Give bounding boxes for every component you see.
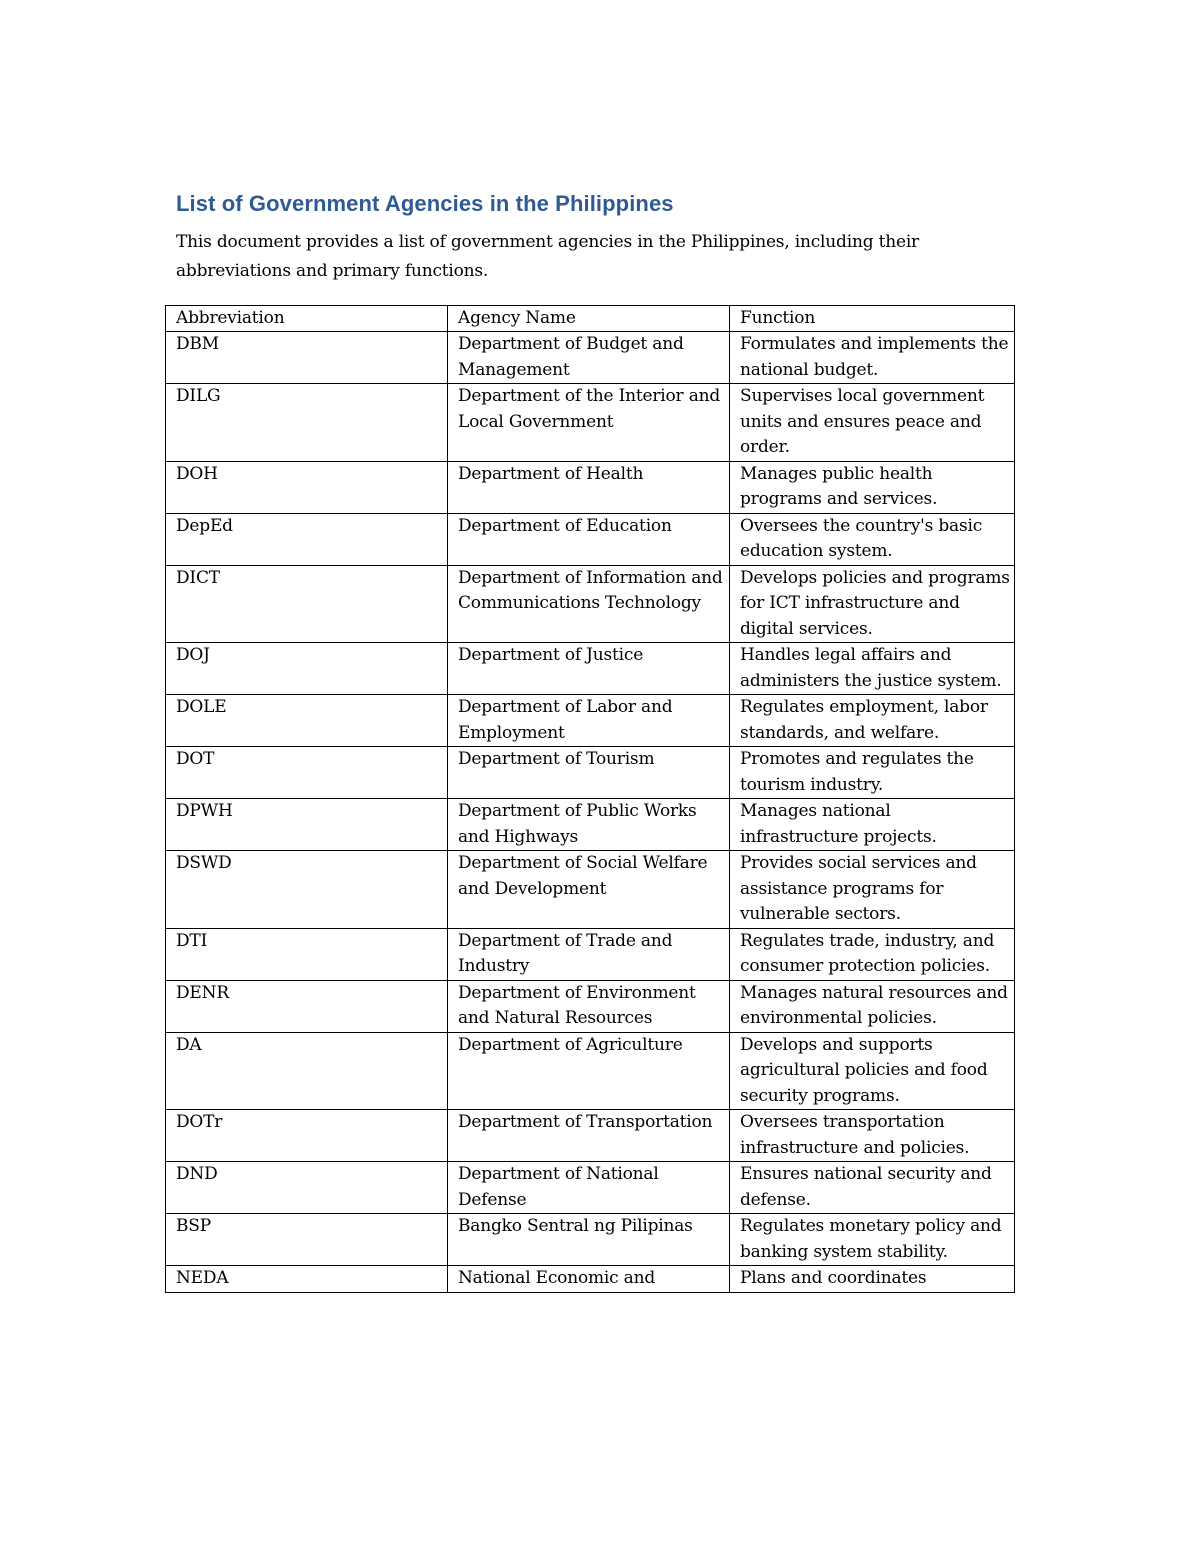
table-row [166, 513, 1015, 565]
header-agency-name: Agency Name [448, 306, 730, 332]
cell-agency-name: Department of Labor and Employment [448, 695, 730, 747]
table-row [166, 1110, 1015, 1162]
cell-agency-name: Department of Tourism [448, 747, 730, 799]
cell-agency-name: National Economic and [448, 1266, 730, 1293]
cell-function: Ensures national security and defense. [730, 1162, 1015, 1214]
cell-agency-name: Department of Trade and Industry [448, 928, 730, 980]
cell-function: Manages national infrastructure projects. [730, 799, 1015, 851]
cell-abbreviation: NEDA [166, 1266, 448, 1293]
table-row [166, 747, 1015, 799]
cell-function: Regulates employment, labor standards, and welfare. [730, 695, 1015, 747]
cell-abbreviation: DOLE [166, 695, 448, 747]
table-row [166, 332, 1015, 384]
table-row [166, 928, 1015, 980]
cell-abbreviation: DICT [166, 565, 448, 643]
page-title: List of Government Agencies in the Philippines [176, 191, 674, 216]
cell-function: Formulates and implements the national budget. [730, 332, 1015, 384]
cell-function: Promotes and regulates the tourism industry. [730, 747, 1015, 799]
cell-agency-name: Department of Education [448, 513, 730, 565]
cell-abbreviation: DOTr [166, 1110, 448, 1162]
cell-function: Provides social services and assistance programs for vulnerable sectors. [730, 851, 1015, 929]
cell-abbreviation: DepEd [166, 513, 448, 565]
cell-abbreviation: DOH [166, 461, 448, 513]
cell-abbreviation: DOJ [166, 643, 448, 695]
cell-function: Manages natural resources and environmental policies. [730, 980, 1015, 1032]
table-row [166, 1032, 1015, 1110]
cell-function: Regulates monetary policy and banking system stability. [730, 1214, 1015, 1266]
table-row [166, 799, 1015, 851]
cell-function: Supervises local government units and ensures peace and order. [730, 384, 1015, 462]
cell-abbreviation: DBM [166, 332, 448, 384]
cell-agency-name: Department of the Interior and Local Government [448, 384, 730, 462]
table-row [166, 980, 1015, 1032]
header-function: Function [730, 306, 1015, 332]
table-header-row [166, 306, 1015, 332]
cell-agency-name: Bangko Sentral ng Pilipinas [448, 1214, 730, 1266]
cell-agency-name: Department of Social Welfare and Development [448, 851, 730, 929]
table-row [166, 643, 1015, 695]
cell-function: Oversees transportation infrastructure and policies. [730, 1110, 1015, 1162]
cell-agency-name: Department of Health [448, 461, 730, 513]
cell-agency-name: Department of Agriculture [448, 1032, 730, 1110]
table-row [166, 384, 1015, 462]
intro-paragraph: This document provides a list of government agencies in the Philippines, including their abbreviations and primary functions. [176, 232, 919, 281]
cell-function: Plans and coordinates [730, 1266, 1015, 1293]
cell-abbreviation: BSP [166, 1214, 448, 1266]
cell-agency-name: Department of Information and Communications Technology [448, 565, 730, 643]
cell-agency-name: Department of Budget and Management [448, 332, 730, 384]
cell-agency-name: Department of Environment and Natural Resources [448, 980, 730, 1032]
table-row [166, 1162, 1015, 1214]
cell-agency-name: Department of Justice [448, 643, 730, 695]
cell-function: Develops and supports agricultural policies and food security programs. [730, 1032, 1015, 1110]
cell-function: Handles legal affairs and administers the justice system. [730, 643, 1015, 695]
cell-abbreviation: DSWD [166, 851, 448, 929]
table-row [166, 461, 1015, 513]
table-row [166, 1266, 1015, 1293]
cell-abbreviation: DND [166, 1162, 448, 1214]
cell-function: Manages public health programs and services. [730, 461, 1015, 513]
table-row [166, 565, 1015, 643]
cell-agency-name: Department of Transportation [448, 1110, 730, 1162]
cell-abbreviation: DPWH [166, 799, 448, 851]
table-row [166, 1214, 1015, 1266]
table-row [166, 851, 1015, 929]
cell-function: Develops policies and programs for ICT infrastructure and digital services. [730, 565, 1015, 643]
cell-function: Oversees the country's basic education system. [730, 513, 1015, 565]
cell-abbreviation: DOT [166, 747, 448, 799]
table-row [166, 695, 1015, 747]
cell-agency-name: Department of Public Works and Highways [448, 799, 730, 851]
agencies-table [165, 305, 1015, 1293]
cell-agency-name: Department of National Defense [448, 1162, 730, 1214]
cell-abbreviation: DILG [166, 384, 448, 462]
cell-abbreviation: DA [166, 1032, 448, 1110]
cell-abbreviation: DENR [166, 980, 448, 1032]
cell-abbreviation: DTI [166, 928, 448, 980]
header-abbreviation: Abbreviation [166, 306, 448, 332]
cell-function: Regulates trade, industry, and consumer protection policies. [730, 928, 1015, 980]
